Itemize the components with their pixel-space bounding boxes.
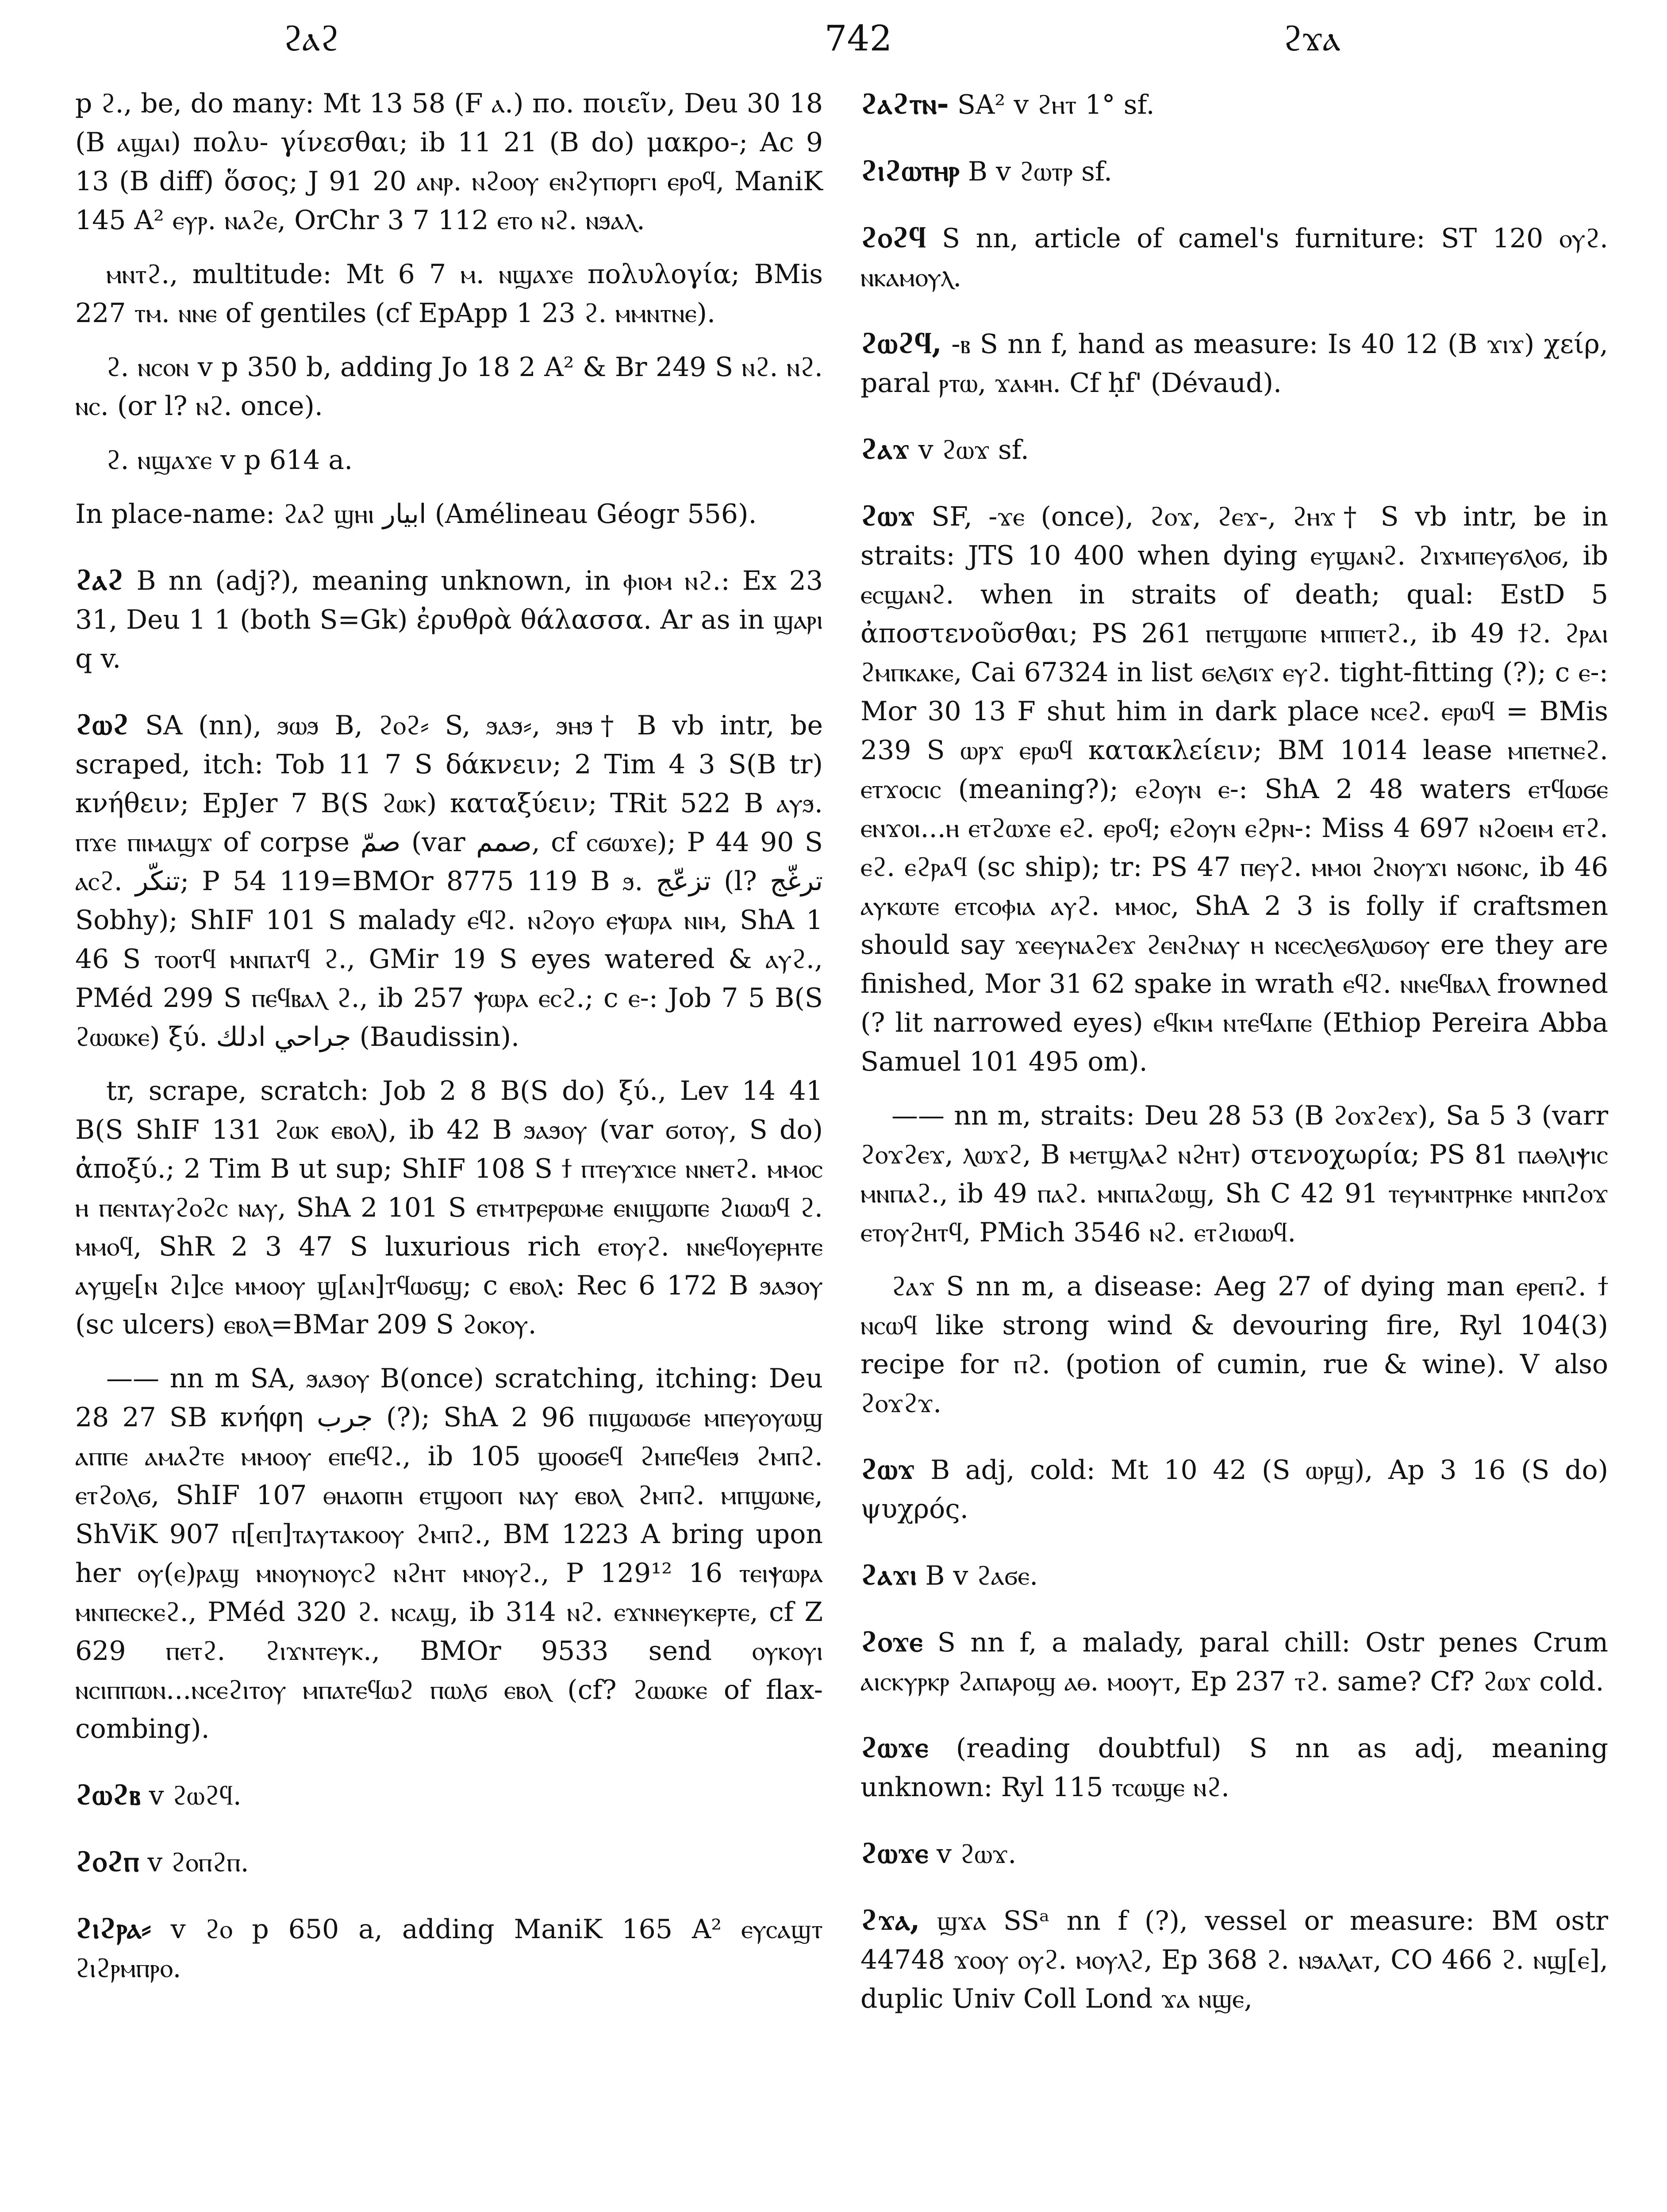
entry-text: B nn (adj?), meaning unknown, in ⲫⲓⲟⲙ ⲛϩ.: Ex 23 31, Deu 1 1 (both S=Gk) ἐρυθρὰ θάλασσα. Ar as in ϣⲁⲣⲓ q v.: [75, 565, 823, 674]
dictionary-entry: [860, 218, 1608, 297]
entry-headword: ϩⲱϫ: [860, 1452, 915, 1486]
entry-headword: ϩⲱϫⲉ: [860, 1836, 928, 1870]
right-column: [860, 84, 1608, 2033]
entry-text: ϩⲁϫ S nn m, a disease: Aeg 27 of dying man ⲉⲣⲉⲡϩ. ϯ ⲛⲥⲱϥ like strong wind & devouring fire, Ryl 104(3) recipe for ⲡϩ. (potion of cumin, rue & wine). V also ϩⲟϫϩϫ.: [860, 1271, 1608, 1419]
entry-text: v ϩⲟ p 650 a, adding ManiK 165 A² ⲉⲩⲥⲁϣⲧ ϩⲓϩⲣⲙⲡⲣⲟ.: [75, 1914, 823, 1984]
entry-text: ϣϫⲁ SSᵃ nn f (?), vessel or measure: BM ostr 44748 ϫⲟⲟⲩ ⲟⲩϩ. ⲙⲟⲩⲗϩ, Ep 368 ϩ. ⲛϧⲁⲗⲁⲧ, CO 466 ϩ. ⲛϣ[ⲉ], duplic Univ Coll Lond ϫⲁ ⲛϣⲉ,: [860, 1905, 1608, 2014]
dictionary-entry: [860, 1555, 1608, 1595]
dictionary-entry: [860, 84, 1608, 124]
entry-headword: ϩⲱϩⲃ: [75, 1777, 141, 1812]
dictionary-entry: [860, 1728, 1608, 1807]
dictionary-entry: [75, 1775, 823, 1815]
dictionary-entry: [860, 1267, 1608, 1423]
entry-text: In place-name: ϩⲁϩ ϣⲏⲓ ابيار (Amélineau Géogr 556).: [75, 499, 757, 530]
entry-text: SA (nn), ϧⲱϧ B, ϩⲟϩ⸗ S, ϧⲁϧ⸗, ϧⲏϧ† B vb intr, be scraped, itch: Tob 11 7 S δάκνειν; 2 Tim 4 3 S(B tr) κνήθειν; EpJer 7 B(S ϩⲱⲕ) καταξύειν; TRit 522 B ⲁⲩϧ. ⲡϫⲉ ⲡⲓⲙⲁϣϫ of corpse صمّ (var صمم, cf ⲥϭⲱϫⲉ); P 44 90 S ⲁⲥϩ. تنكّر; P 54 119=BMOr 8775 119 B ϧ. تزعّج (l? ترغّج Sobhy); ShIF 101 S malady ⲉϥϩ. ⲛϩⲟⲩⲟ ⲉⲯⲱⲣⲁ ⲛⲓⲙ, ShA 1 46 S ⲧⲟⲟⲧϥ ⲙⲛⲡⲁⲧϥ ϩ., GMir 19 S eyes watered & ⲁⲩϩ., PMéd 299 S ⲡⲉϥⲃⲁⲗ ϩ., ib 257 ⲯⲱⲣⲁ ⲉⲥϩ.; c ⲉ-: Job 7 5 B(S ϩⲱⲱⲕⲉ) ξύ. جراحي ادلك (Baudissin).: [75, 710, 823, 1052]
entry-headword: ϩⲁϩⲧⲛ-: [860, 86, 949, 121]
dictionary-entry: [860, 151, 1608, 191]
entry-headword: ϩⲟϩϥ: [860, 220, 926, 254]
dictionary-entry: [860, 1096, 1608, 1252]
entry-text: S nn f, a malady, paral chill: Ostr penes Crum ⲁⲓⲥⲕⲩⲣⲕⲣ ϩⲁⲡⲁⲣⲟϣ ⲁⲑ. ⲙⲟⲟⲩⲧ, Ep 237 ⲧϩ. same? Cf? ϩⲱϫ cold.: [860, 1627, 1608, 1697]
dictionary-entry: [860, 1449, 1608, 1528]
entry-text: (reading doubtful) S nn as adj, meaning unknown: Ryl 115 ⲧⲥⲱϣⲉ ⲛϩ.: [860, 1733, 1608, 1803]
entry-headword: ϩⲱϩϥ,: [860, 326, 942, 360]
entry-text: v ϩⲱϩϥ.: [149, 1780, 242, 1811]
entry-text: SF, -ϫⲉ (once), ϩⲟϫ, ϩⲉϫ-, ϩⲏϫ† S vb intr, be in straits: JTS 10 400 when dying ⲉⲩϣⲁⲛϩ. ϩⲓϫⲙⲡⲉⲩϭⲗⲟϭ, ib ⲉⲥϣⲁⲛϩ. when in straits of death; qual: EstD 5 ἀποστενοῦσθαι; PS 261 ⲡⲉⲧϣⲱⲡⲉ ⲙⲡⲡⲉⲧϩ., ib 49 ϯϩ. ϩⲣⲁⲓ ϩⲙⲡⲕⲁⲕⲉ, Cai 67324 in list ϭⲉⲗϭⲓϫ ⲉⲩϩ. tight-fitting (?); c ⲉ-: Mor 30 13 F shut him in dark place ⲛⲥⲉϩ. ⲉⲣⲱϥ = BMis 239 S ⲱⲣϫ ⲉⲣⲱϥ κατακλείειν; BM 1014 lease ⲙⲡⲉⲧⲛⲉϩ. ⲉⲧϫⲟⲥⲓⲥ (meaning?); ⲉϩⲟⲩⲛ ⲉ-: ShA 2 48 waters ⲉⲧϥⲱϭⲉ ⲉⲛϫⲟⲓ...ⲏ ⲉⲧϩⲱϫⲉ ⲉϩ. ⲉⲣⲟϥ; ⲉϩⲟⲩⲛ ⲉϩⲣⲛ-: Miss 4 697 ⲛϩⲟⲉⲓⲙ ⲉⲧϩ. ⲉϩ. ⲉϩⲣⲁϥ (sc ship); tr: PS 47 ⲡⲉⲩϩ. ⲙⲙⲟⲓ ϩⲛⲟⲩϫⲓ ⲛϭⲟⲛⲥ, ib 46 ⲁⲩⲕⲱⲧⲉ ⲉⲧⲥⲟⲫⲓⲁ ⲁⲩϩ. ⲙⲙⲟⲥ, ShA 2 3 is folly if craftsmen should say ϫⲉⲉⲩⲛⲁϩⲉϫ ϩⲉⲛϩⲛⲁⲩ ⲏ ⲛⲥⲉⲥⲗⲉϭⲗⲱϭⲟⲩ ere they are finished, Mor 31 62 spake in wrath ⲉϥϩ. ⲛⲛⲉϥⲃⲁⲗ frowned (? lit narrowed eyes) ⲉϥⲕⲓⲙ ⲛⲧⲉϥⲁⲡⲉ (Ethiop Pereira Abba Samuel 101 495 om).: [860, 501, 1609, 1077]
dictionary-entry: [75, 1909, 823, 1988]
entry-text: —— nn m, straits: Deu 28 53 (B ϩⲟϫϩⲉϫ), Sa 5 3 (varr ϩⲟϫϩⲉϫ, ⲗⲱϫϩ, B ⲙⲉⲧϣⲗⲁϩ ⲛϩⲏⲧ) στενοχωρία; PS 81 ⲡⲁⲑⲗⲓⲯⲓⲥ ⲙⲛⲡⲁϩ., ib 49 ⲡⲁϩ. ⲙⲛⲡⲁϩⲱϣ, Sh C 42 91 ⲧⲉⲩⲙⲛⲧⲣⲏⲕⲉ ⲙⲛⲡϩⲟϫ ⲉⲧⲟⲩϩⲏⲧϥ, PMich 3546 ⲛϩ. ⲉⲧϩⲓⲱⲱϥ.: [860, 1100, 1608, 1248]
entry-text: v ϩⲟⲡϩⲡ.: [147, 1847, 249, 1878]
entry-text: S nn, article of camel's furniture: ST 120 ⲟⲩϩ. ⲛⲕⲁⲙⲟⲩⲗ.: [860, 223, 1608, 293]
entry-text: ϩ. ⲛϣⲁϫⲉ v p 614 a.: [106, 445, 353, 476]
dictionary-entry: [75, 84, 823, 240]
entry-headword: ϩⲱϫⲉ: [860, 1730, 928, 1764]
dictionary-entry: [75, 1071, 823, 1344]
dictionary-entry: [75, 1842, 823, 1882]
entry-text: v ϩⲱϫ sf.: [918, 434, 1029, 465]
entry-headword: ϩⲓϩⲱⲧⲏⲣ: [860, 153, 960, 188]
entry-text: ϩ. ⲛⲥⲟⲛ v p 350 b, adding Jo 18 2 A² & Br 249 S ⲛϩ. ⲛϩ. ⲛⲥ. (or l? ⲛϩ. once).: [75, 352, 823, 422]
left-column: [75, 84, 823, 2003]
entry-headword: ϩⲱϩ: [75, 707, 130, 741]
dictionary-entry: [75, 705, 823, 1056]
dictionary-entry: [860, 1900, 1608, 2018]
entry-text: —— nn m SA, ϧⲁϧⲟⲩ B(once) scratching, itching: Deu 28 27 SB κνήφη جرب (?); ShA 2 96 ⲡⲓϣⲱⲱϭⲉ ⲙⲡⲉⲩⲟⲩⲱϣ ⲁⲡⲡⲉ ⲁⲙⲁϩⲧⲉ ⲙⲙⲟⲟⲩ ⲉⲡⲉϥϩ., ib 105 ϣⲟⲟϭⲉϥ ϩⲙⲡⲉϥⲉⲓϧ ϩⲙⲡϩ. ⲉⲧϩⲟⲗϭ, ShIF 107 ⲑⲏⲁⲟⲡⲏ ⲉⲧϣⲟⲟⲡ ⲛⲁⲩ ⲉⲃⲟⲗ ϩⲙⲡϩ. ⲙⲡϣⲱⲛⲉ, ShViK 907 ⲡ[ⲉⲡ]ⲧⲁⲩⲧⲁⲕⲟⲟⲩ ϩⲙⲡϩ., BM 1223 A bring upon her ⲟⲩ(ⲉ)ⲣⲁϣ ⲙⲛⲟⲩⲛⲟⲩⲥϩ ⲛϩⲏⲧ ⲙⲛⲟⲩϩ., P 129¹² 16 ⲧⲉⲓⲯⲱⲣⲁ ⲙⲛⲡⲉⲥⲕⲉϩ., PMéd 320 ϩ. ⲛⲥⲁϣ, ib 314 ⲛϩ. ⲉϫⲛⲛⲉⲩⲕⲉⲣⲧⲉ, cf Z 629 ⲡⲉⲧϩ. ϩⲓϫⲛⲧⲉⲩⲕ., BMOr 9533 send ⲟⲩⲕⲟⲩⲓ ⲛⲥⲓⲡⲡⲱⲛ...ⲛⲥⲉϩⲓⲧⲟⲩ ⲙⲡⲁⲧⲉϥⲱϩ ⲡⲱⲗϭ ⲉⲃⲟⲗ (cf? ϩⲱⲱⲕⲉ of flax-combing).: [75, 1363, 823, 1744]
entry-headword: ϩⲁϫⲓ: [860, 1557, 917, 1592]
entry-text: SA² v ϩⲏⲧ 1° sf.: [957, 89, 1155, 120]
entry-headword: ϩⲁϩ: [75, 562, 124, 597]
dictionary-entry: [75, 495, 823, 534]
entry-text: v ϩⲱϫ.: [937, 1839, 1017, 1870]
dictionary-entry: [860, 1622, 1608, 1701]
entry-text: ⲙⲛⲧϩ., multitude: Mt 6 7 ⲙ. ⲛϣⲁϫⲉ πολυλογία; BMis 227 ⲧⲙ. ⲛⲛⲉ of gentiles (cf EpApp 1 23 ϩ. ⲙⲙⲛⲧⲛⲉ).: [75, 259, 823, 329]
entry-headword: ϩϫⲁ,: [860, 1902, 920, 1937]
page-number: 742: [824, 18, 892, 59]
dictionary-entry: [75, 441, 823, 480]
entry-text: B v ϩⲱⲧⲣ sf.: [968, 156, 1113, 187]
dictionary-entry: [860, 1833, 1608, 1874]
dictionary-entry: [75, 1359, 823, 1748]
dictionary-entry: [75, 560, 823, 678]
dictionary-entry: [75, 348, 823, 426]
dictionary-entry: [860, 323, 1608, 403]
entry-text: B v ϩⲁϭⲉ.: [925, 1560, 1038, 1591]
entry-headword: ϩⲟϩⲡ: [75, 1844, 139, 1878]
running-head: [0, 18, 1667, 66]
entry-text: B adj, cold: Mt 10 42 (S ⲱⲣϣ), Ap 3 16 (S do) ψυχρός.: [860, 1455, 1608, 1525]
entry-headword: ϩⲟϫⲉ: [860, 1624, 923, 1659]
dictionary-entry: [75, 255, 823, 333]
dictionary-entry: [860, 496, 1608, 1081]
entry-headword: ϩⲱϫ: [860, 498, 915, 533]
dictionary-entry: [860, 429, 1608, 469]
entry-text: -ⲃ S nn f, hand as measure: Is 40 12 (B ϫⲓϫ) χείρ, paral ⲣⲧⲱ, ϫⲁⲙⲏ. Cf ḥf' (Dévaud).: [860, 329, 1608, 399]
running-head-left: ϩⲁϩ: [283, 18, 339, 59]
entry-text: tr, scrape, scratch: Job 2 8 B(S do) ξύ., Lev 14 41 B(S ShIF 131 ϩⲱⲕ ⲉⲃⲟⲗ), ib 42 B ϧⲁϧⲟⲩ (var ϭⲟⲧⲟⲩ, S do) ἀποξύ.; 2 Tim B ut sup; ShIF 108 S ϯ ⲡⲧⲉⲩϫⲓⲥⲉ ⲛⲛⲉⲧϩ. ⲙⲙⲟⲥ ⲏ ⲡⲉⲛⲧⲁⲩϩⲟϩⲥ ⲛⲁⲩ, ShA 2 101 S ⲉⲧⲙⲧⲣⲉⲣⲱⲙⲉ ⲉⲛⲓϣⲱⲡⲉ ϩⲓⲱⲱϥ ϩ. ⲙⲙⲟϥ, ShR 2 3 47 S luxurious rich ⲉⲧⲟⲩϩ. ⲛⲛⲉϥⲟⲩⲉⲣⲏⲧⲉ ⲁⲩϣⲉ[ⲛ ϩⲓ]ⲥⲉ ⲙⲙⲟⲟⲩ ϣ[ⲁⲛ]ⲧϥⲱϭϣ; c ⲉⲃⲟⲗ: Rec 6 172 B ϧⲁϧⲟⲩ (sc ulcers) ⲉⲃⲟⲗ=BMar 209 S ϩⲟⲕⲟⲩ.: [75, 1075, 823, 1340]
entry-headword: ϩⲁϫ: [860, 431, 910, 466]
entry-text: p ϩ., be, do many: Mt 13 58 (F ⲁ.) πο. ποιεῖν, Deu 30 18 (B ⲁϣⲁⲓ) πολυ- γίνεσθαι; ib 11 21 (B do) μακρο-; Ac 9 13 (B diff) ὅσος; J 91 20 ⲁⲛⲣ. ⲛϩⲟⲟⲩ ⲉⲛϩⲩⲡⲟⲣⲅⲓ ⲉⲣⲟϥ, ManiK 145 A² ⲉⲩⲣ. ⲛⲁϩⲉ, OrChr 3 7 112 ⲉⲧⲟ ⲛϩ. ⲛϧⲁⲗ.: [75, 88, 823, 236]
entry-headword: ϩⲓϩⲣⲁ⸗: [75, 1911, 151, 1945]
running-head-right: ϩϫⲁ: [1283, 18, 1341, 59]
